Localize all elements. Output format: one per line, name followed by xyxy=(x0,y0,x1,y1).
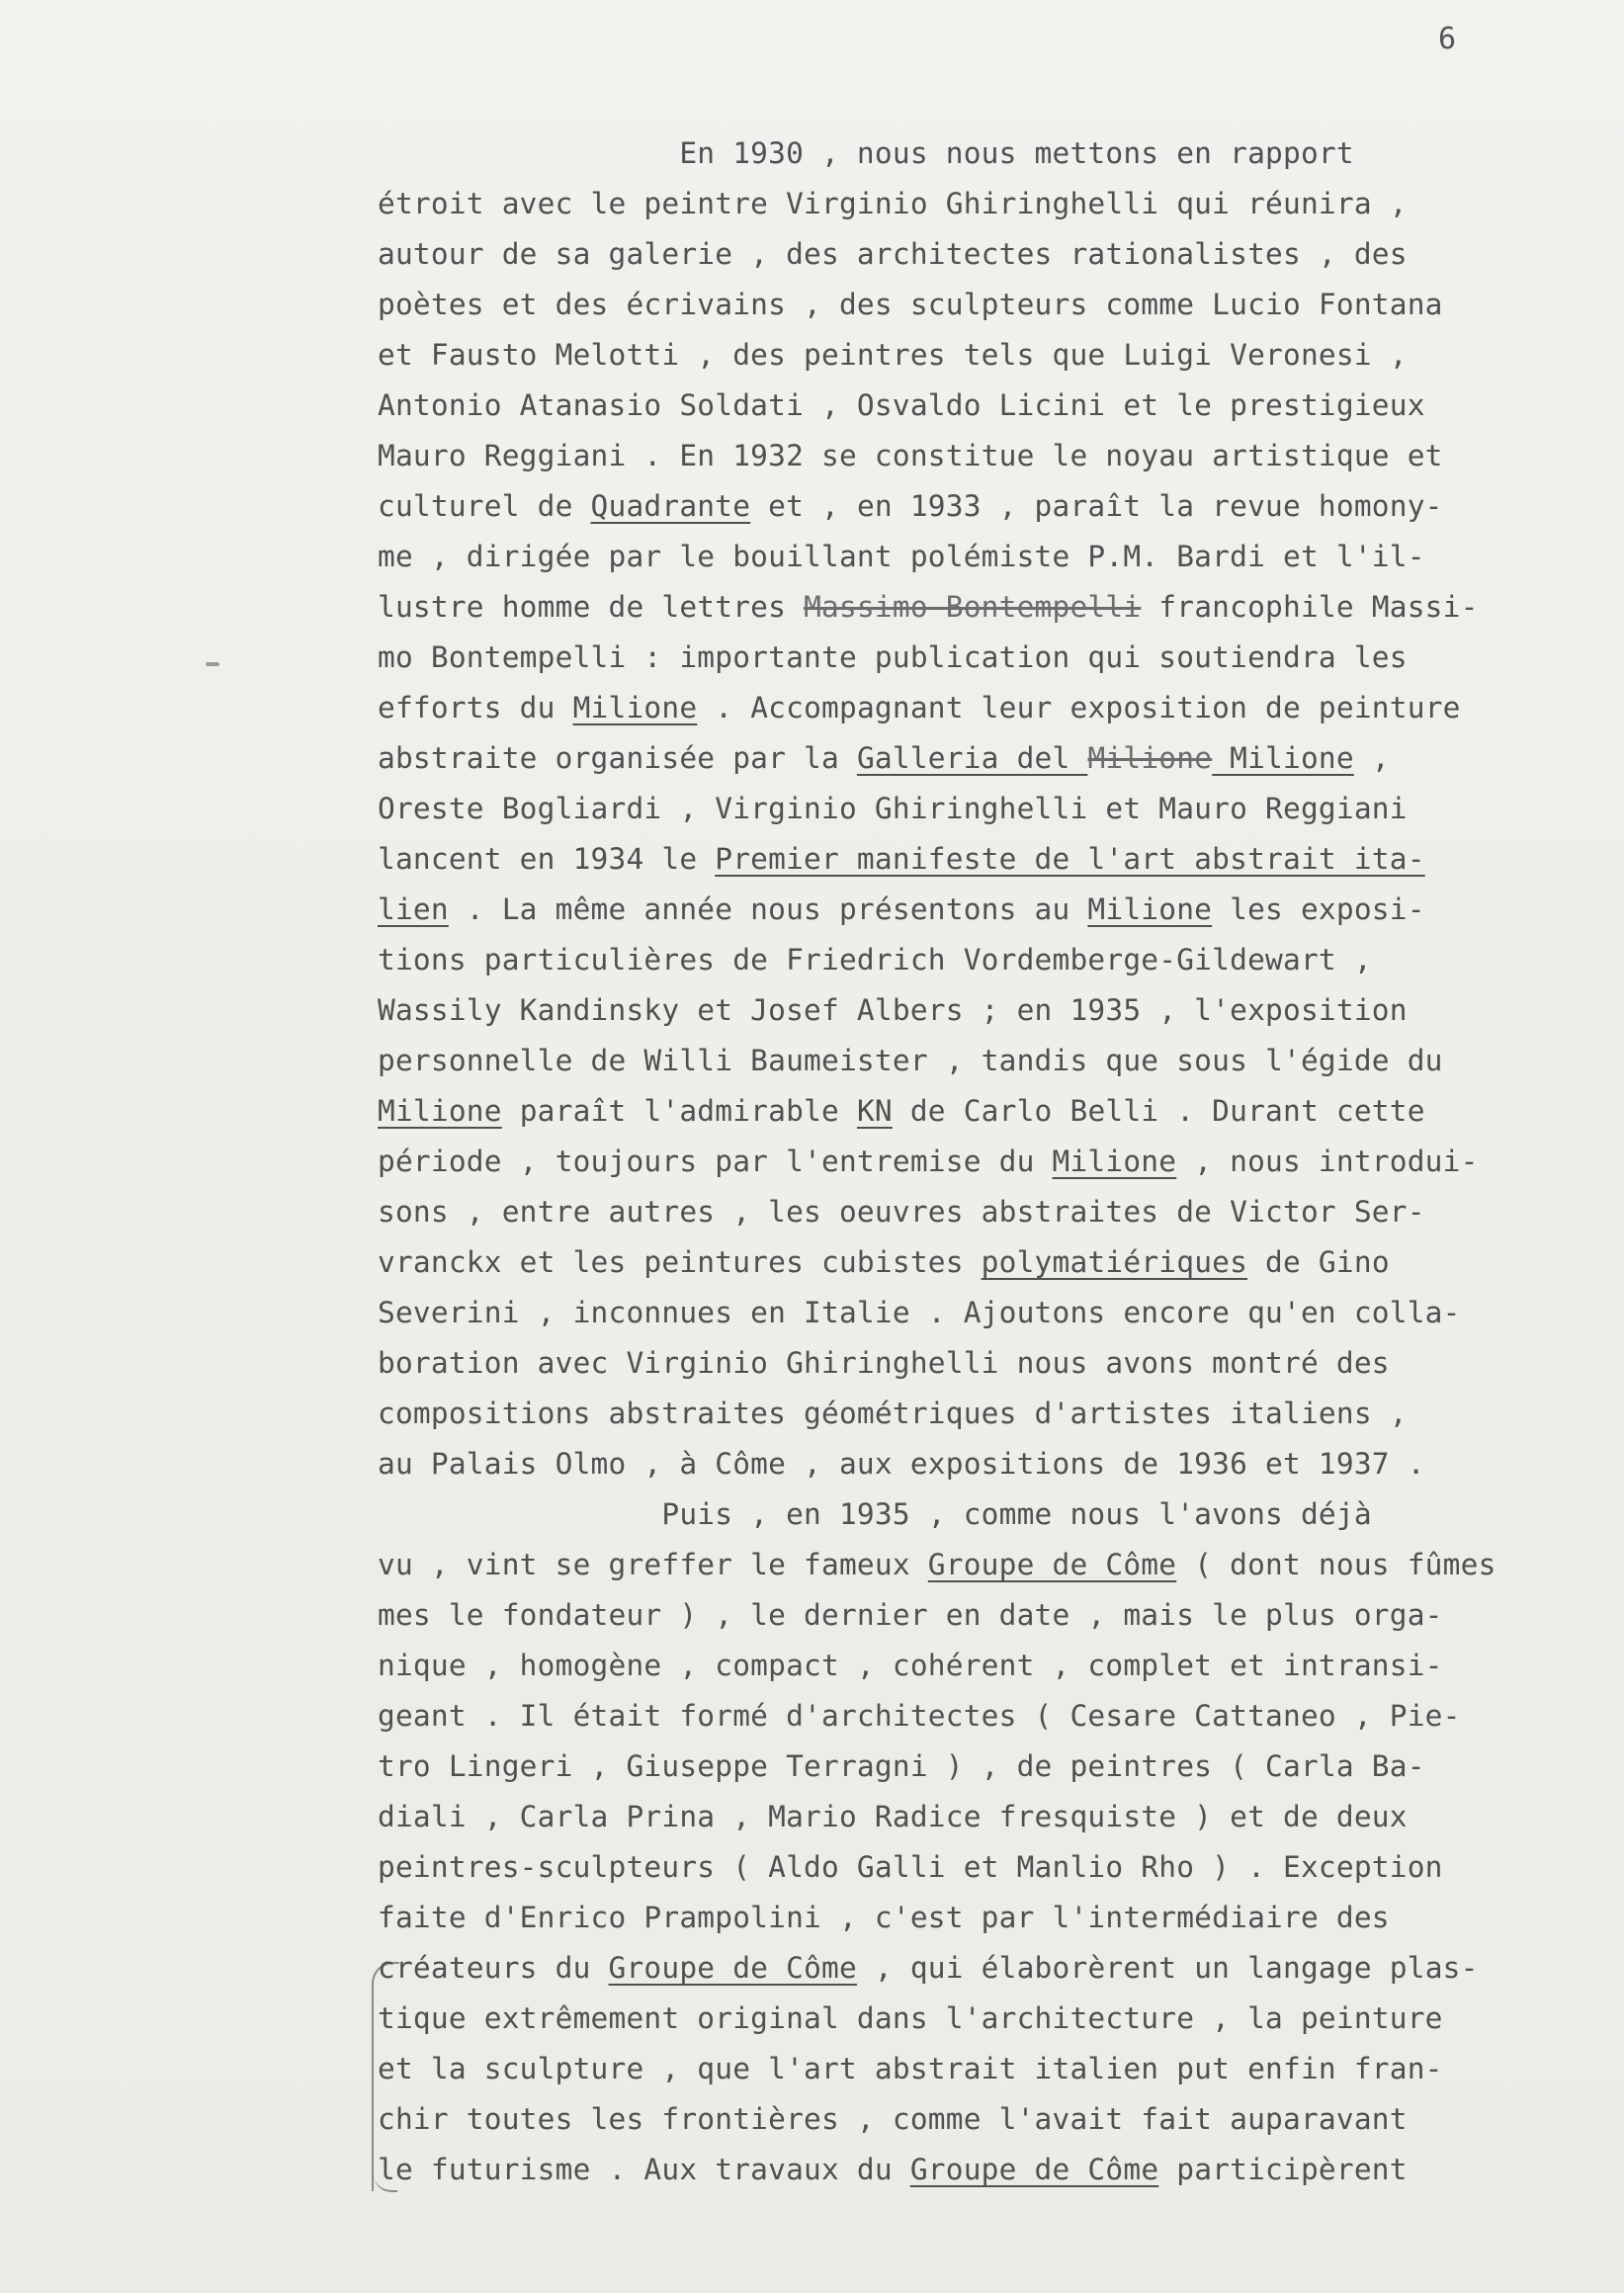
text-line xyxy=(378,2044,1608,2094)
text-segment: francophile Massi- xyxy=(1141,590,1479,624)
text-segment: période , toujours par l'entremise du xyxy=(378,1145,1053,1178)
text-segment: de Carlo Belli . Durant cette xyxy=(892,1094,1425,1128)
text-segment: efforts du xyxy=(378,691,573,724)
text-segment: tions particulières de Friedrich Vordemberge-Gildewart , xyxy=(378,943,1372,977)
underlined-title: Milione xyxy=(572,691,698,724)
text-segment: En 1930 , nous nous mettons en rapport xyxy=(378,136,1354,170)
text-segment: nique , homogène , compact , cohérent , complet et intransi- xyxy=(378,1649,1443,1682)
text-segment: diali , Carla Prina , Mario Radice fresquiste ) et de deux xyxy=(378,1800,1408,1833)
struck-out-text: Milione xyxy=(1087,741,1213,775)
text-line xyxy=(378,784,1608,834)
text-line xyxy=(378,1590,1608,1641)
text-line xyxy=(378,1540,1608,1590)
text-segment: ( dont nous fûmes xyxy=(1176,1548,1496,1581)
text-line xyxy=(378,582,1608,633)
text-line xyxy=(378,935,1608,985)
text-line xyxy=(378,885,1608,935)
underlined-title: Galleria del xyxy=(856,741,1088,775)
text-line xyxy=(378,1237,1608,1288)
text-segment: , qui élaborèrent un langage plas- xyxy=(856,1951,1479,1985)
text-line xyxy=(378,1288,1608,1338)
text-segment: lustre homme de lettres xyxy=(378,590,805,624)
text-segment: Mauro Reggiani . En 1932 se constitue le noyau artistique et xyxy=(378,439,1443,472)
text-segment: Oreste Bogliardi , Virginio Ghiringhelli et Mauro Reggiani xyxy=(378,792,1408,825)
text-line xyxy=(378,1036,1608,1086)
underlined-title: Milione xyxy=(1052,1145,1177,1178)
text-segment: faite d'Enrico Prampolini , c'est par l'intermédiaire des xyxy=(378,1901,1390,1934)
text-segment: , xyxy=(1353,741,1390,775)
text-line xyxy=(378,1137,1608,1187)
text-line xyxy=(378,431,1608,481)
text-line xyxy=(378,1893,1608,1943)
text-segment: mo Bontempelli : importante publication qui soutiendra les xyxy=(378,640,1408,674)
text-line xyxy=(378,1338,1608,1389)
underlined-title: Groupe de Côme xyxy=(927,1548,1177,1581)
text-segment: , nous introdui- xyxy=(1176,1145,1479,1178)
underlined-title: Quadrante xyxy=(590,489,751,523)
text-segment: . La même année nous présentons au xyxy=(448,892,1088,926)
body-text xyxy=(378,128,1608,2195)
underlined-title: Premier manifeste de l'art abstrait ita- xyxy=(715,842,1425,876)
underlined-title: Groupe de Côme xyxy=(608,1951,857,1985)
underlined-title: KN xyxy=(856,1094,893,1128)
text-segment: Severini , inconnues en Italie . Ajoutons encore qu'en colla- xyxy=(378,1296,1461,1329)
stray-pencil-mark xyxy=(206,662,219,666)
text-segment: abstraite organisée par la xyxy=(378,741,857,775)
underlined-title: Groupe de Côme xyxy=(909,2153,1159,2186)
underlined-title: polymatiériques xyxy=(981,1245,1248,1279)
text-segment: étroit avec le peintre Virginio Ghiringhelli qui réunira , xyxy=(378,187,1408,220)
text-segment: vu , vint se greffer le fameux xyxy=(378,1548,928,1581)
text-segment: le futurisme . Aux travaux du xyxy=(378,2153,910,2186)
text-segment: chir toutes les frontières , comme l'avait fait auparavant xyxy=(378,2102,1408,2136)
text-segment: et la sculpture , que l'art abstrait italien put enfin fran- xyxy=(378,2052,1443,2085)
text-segment: lancent en 1934 le xyxy=(378,842,716,876)
text-line xyxy=(378,1741,1608,1792)
text-segment: tro Lingeri , Giuseppe Terragni ) , de peintres ( Carla Ba- xyxy=(378,1749,1425,1783)
text-segment: créateurs du xyxy=(378,1951,609,1985)
text-line xyxy=(378,280,1608,330)
text-line xyxy=(378,381,1608,431)
text-segment: poètes et des écrivains , des sculpteurs comme Lucio Fontana xyxy=(378,288,1443,321)
text-segment: culturel de xyxy=(378,489,591,523)
text-segment: paraît l'admirable xyxy=(501,1094,857,1128)
text-segment: Puis , en 1935 , comme nous l'avons déjà xyxy=(378,1497,1372,1531)
text-segment: boration avec Virginio Ghiringhelli nous avons montré des xyxy=(378,1346,1390,1380)
underlined-title: lien xyxy=(378,892,449,926)
text-segment: participèrent xyxy=(1158,2153,1408,2186)
text-line xyxy=(378,1641,1608,1691)
text-line xyxy=(378,633,1608,683)
text-line xyxy=(378,330,1608,381)
text-segment: au Palais Olmo , à Côme , aux expositions de 1936 et 1937 . xyxy=(378,1447,1425,1481)
text-segment: Wassily Kandinsky et Josef Albers ; en 1935 , l'exposition xyxy=(378,993,1408,1027)
text-segment: geant . Il était formé d'architectes ( Cesare Cattaneo , Pie- xyxy=(378,1699,1461,1733)
text-segment: sons , entre autres , les oeuvres abstraites de Victor Ser- xyxy=(378,1195,1425,1229)
underlined-title: Milione xyxy=(1212,741,1354,775)
text-segment: et Fausto Melotti , des peintres tels que Luigi Veronesi , xyxy=(378,338,1408,372)
underlined-title: Milione xyxy=(1087,892,1213,926)
text-segment: de Gino xyxy=(1247,1245,1390,1279)
text-line xyxy=(378,1792,1608,1842)
text-segment: vranckx et les peintures cubistes xyxy=(378,1245,982,1279)
text-line xyxy=(378,1389,1608,1439)
text-segment: mes le fondateur ) , le dernier en date , mais le plus orga- xyxy=(378,1598,1443,1632)
text-line xyxy=(378,1187,1608,1237)
page-number: 6 xyxy=(1438,22,1457,56)
text-line xyxy=(378,1842,1608,1893)
underlined-title: Milione xyxy=(378,1094,502,1128)
text-segment: me , dirigée par le bouillant polémiste P.M. Bardi et l'il- xyxy=(378,540,1425,573)
text-segment: compositions abstraites géométriques d'artistes italiens , xyxy=(378,1397,1408,1430)
text-segment: . Accompagnant leur exposition de peinture xyxy=(697,691,1461,724)
text-line xyxy=(378,985,1608,1036)
text-line xyxy=(378,128,1608,179)
text-line xyxy=(378,1489,1608,1540)
text-line xyxy=(378,532,1608,582)
text-line xyxy=(378,683,1608,733)
text-line xyxy=(378,1691,1608,1741)
text-line xyxy=(378,733,1608,784)
text-line xyxy=(378,1086,1608,1137)
text-segment: Antonio Atanasio Soldati , Osvaldo Licini et le prestigieux xyxy=(378,388,1425,422)
text-line xyxy=(378,2145,1608,2195)
text-segment: tique extrêmement original dans l'architecture , la peinture xyxy=(378,2001,1443,2035)
text-segment: les exposi- xyxy=(1212,892,1425,926)
text-line xyxy=(378,481,1608,532)
text-segment: peintres-sculpteurs ( Aldo Galli et Manlio Rho ) . Exception xyxy=(378,1850,1443,1884)
text-line xyxy=(378,1943,1608,1994)
text-segment: personnelle de Willi Baumeister , tandis que sous l'égide du xyxy=(378,1044,1443,1077)
struck-out-text: Massimo Bontempelli xyxy=(804,590,1142,624)
text-line xyxy=(378,1994,1608,2044)
text-line xyxy=(378,1439,1608,1489)
text-line xyxy=(378,2094,1608,2145)
text-line xyxy=(378,179,1608,229)
text-line xyxy=(378,834,1608,885)
text-line xyxy=(378,229,1608,280)
text-segment: autour de sa galerie , des architectes rationalistes , des xyxy=(378,237,1408,271)
text-segment: et , en 1933 , paraît la revue homony- xyxy=(750,489,1443,523)
